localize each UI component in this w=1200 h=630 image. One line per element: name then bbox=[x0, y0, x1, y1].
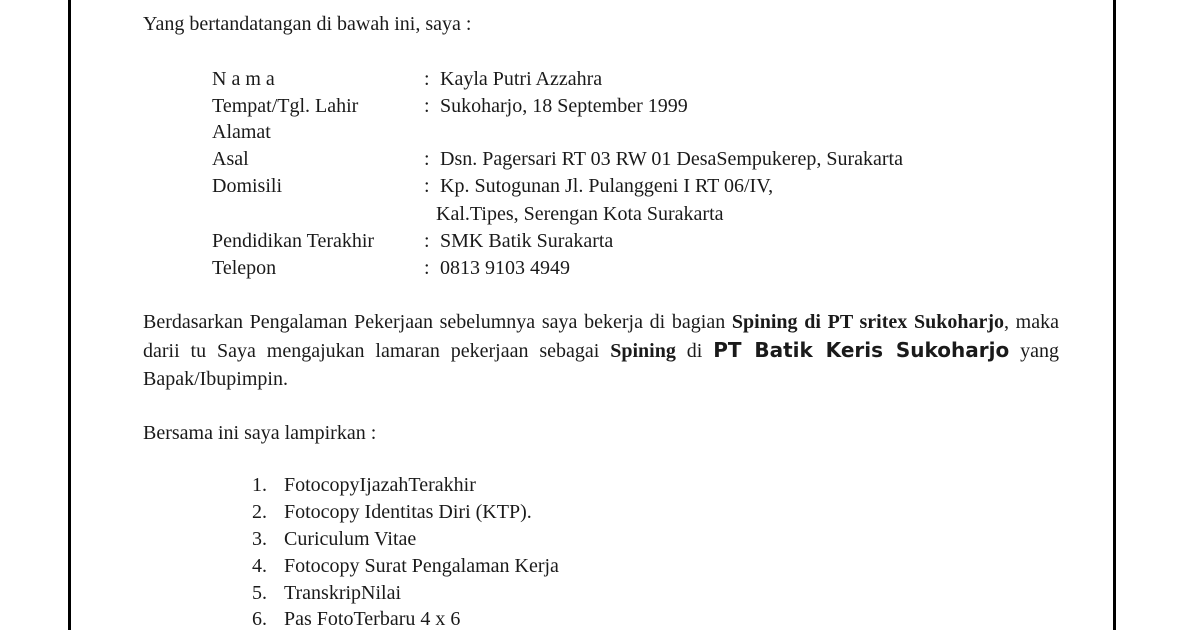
field-label-ttl: Tempat/Tgl. Lahir bbox=[212, 95, 359, 117]
para-text-3: di bbox=[675, 340, 714, 362]
list-text: FotocopyIjazahTerakhir bbox=[284, 474, 476, 496]
list-number: 1. bbox=[252, 474, 267, 496]
field-label-asal: Asal bbox=[212, 148, 249, 170]
list-text: Pas FotoTerbaru 4 x 6 bbox=[284, 608, 461, 630]
para-text-2: , maka darii tu Saya mengajukan lamaran pekerjaan sebagai bbox=[143, 311, 1059, 362]
field-value-pendidikan: SMK Batik Surakarta bbox=[440, 230, 614, 252]
attachments-intro: Bersama ini saya lampirkan : bbox=[143, 422, 377, 444]
list-text: Curiculum Vitae bbox=[284, 528, 417, 550]
page-border-left bbox=[68, 0, 71, 630]
field-sep-domisili: : bbox=[424, 175, 430, 197]
list-text: Fotocopy Surat Pengalaman Kerja bbox=[284, 555, 559, 577]
field-sep-ttl: : bbox=[424, 95, 430, 117]
body-paragraph bbox=[143, 308, 1059, 393]
list-text: Fotocopy Identitas Diri (KTP). bbox=[284, 501, 532, 523]
field-sep-telepon: : bbox=[424, 257, 430, 279]
field-value-nama: Kayla Putri Azzahra bbox=[440, 68, 603, 90]
list-number: 5. bbox=[252, 582, 267, 604]
field-value-domisili-cont: Kal.Tipes, Serengan Kota Surakarta bbox=[436, 203, 724, 225]
list-text: TranskripNilai bbox=[284, 582, 402, 604]
field-label-nama: N a m a bbox=[212, 68, 275, 90]
letter-body bbox=[143, 0, 1063, 630]
para-bold-position: Spining bbox=[610, 340, 676, 362]
para-text-4: yang Bapak/Ibupimpin. bbox=[143, 340, 1059, 390]
intro-line: Yang bertandatangan di bawah ini, saya : bbox=[143, 13, 472, 35]
field-sep-pendidikan: : bbox=[424, 230, 430, 252]
field-label-alamat: Alamat bbox=[212, 121, 271, 143]
list-number: 2. bbox=[252, 501, 267, 523]
field-label-telepon: Telepon bbox=[212, 257, 277, 279]
list-number: 3. bbox=[252, 528, 267, 550]
field-value-domisili: Kp. Sutogunan Jl. Pulanggeni I RT 06/IV, bbox=[440, 175, 774, 197]
field-label-pendidikan: Pendidikan Terakhir bbox=[212, 230, 375, 252]
field-label-domisili: Domisili bbox=[212, 175, 283, 197]
list-number: 4. bbox=[252, 555, 267, 577]
field-sep-asal: : bbox=[424, 148, 430, 170]
para-text-1: Berdasarkan Pengalaman Pekerjaan sebelumnya saya bekerja di bagian bbox=[143, 311, 732, 333]
field-value-ttl: Sukoharjo, 18 September 1999 bbox=[440, 95, 688, 117]
para-bold-previous-job: Spining di PT sritex Sukoharjo bbox=[731, 311, 1004, 333]
para-bold-company: PT Batik Keris Sukoharjo bbox=[713, 338, 1010, 362]
list-number: 6. bbox=[252, 608, 267, 630]
page-border-right bbox=[1113, 0, 1116, 630]
field-value-asal: Dsn. Pagersari RT 03 RW 01 DesaSempukerep, Surakarta bbox=[440, 148, 903, 170]
field-value-telepon: 0813 9103 4949 bbox=[440, 257, 570, 279]
field-sep-nama: : bbox=[424, 68, 430, 90]
